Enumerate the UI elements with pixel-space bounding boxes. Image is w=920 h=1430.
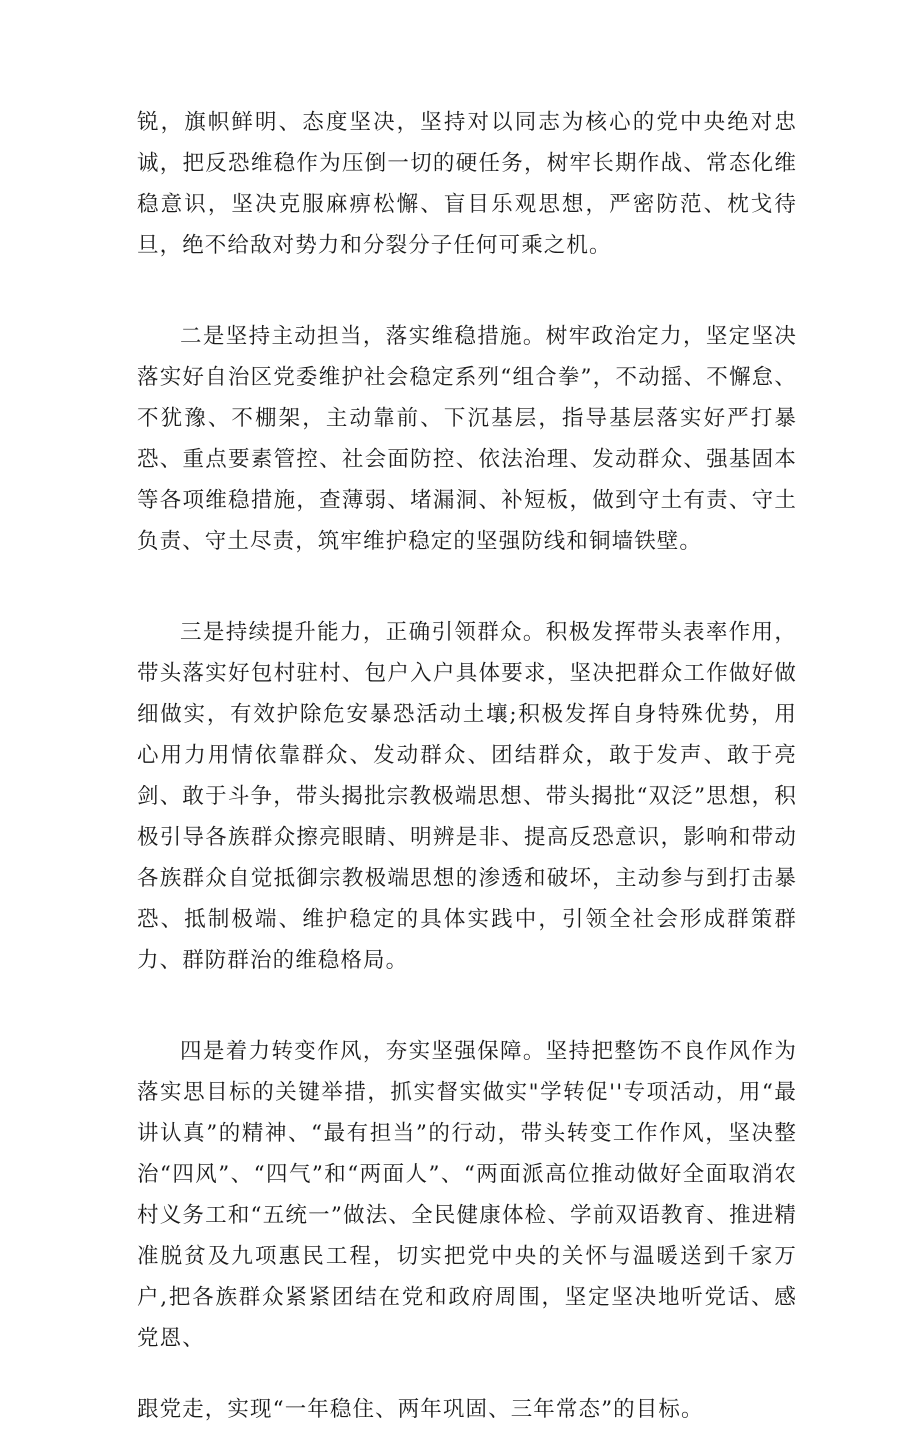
paragraph-spacer — [137, 1359, 797, 1389]
paragraph-fourth-point: 四是着力转变作风，夯实坚强保障。坚持把整饬不良作风作为落实思目标的关键举措，抓实督实做实"学转促''专项活动，用“最讲认真”的精神、“最有担当”的行动，带头转变工作作风，坚决整治“四风”、“四气”和“两面人”、“两面派高位推动做好全面取消农村义务工和“五统一”做法、全民健康体检、学前双语教育、推进精准脱贫及九项惠民工程，切实把党中央的关怀与温暖送到千家万户,把各族群众紧紧团结在党和政府周围，坚定坚决地听党话、感党恩、 — [137, 1039, 797, 1351]
paragraph-second-point: 二是坚持主动担当，落实维稳措施。树牢政治定力，坚定坚决落实好自治区党委维护社会稳定系列“组合拳”，不动摇、不懈怠、不犹豫、不棚架，主动靠前、下沉基层，指导基层落实好严打暴恐、重点要素管控、社会面防控、依法治理、发动群众、强基固本等各项维稳措施，查薄弱、堵漏洞、补短板，做到守土有责、守土负责、守土尽责，筑牢维护稳定的坚强防线和铜墙铁壁。 — [137, 324, 797, 554]
paragraph-continuation: 锐，旗帜鲜明、态度坚决，坚持对以同志为核心的党中央绝对忠诚，把反恐维稳作为压倒一切的硬任务，树牢长期作战、常态化维稳意识，坚决克服麻痹松懈、盲目乐观思想，严密防范、枕戈待旦，绝不给敌对势力和分裂分子任何可乘之机。 — [137, 110, 797, 258]
paragraph-third-point: 三是持续提升能力，正确引领群众。积极发挥带头表率作用，带头落实好包村驻村、包户入户具体要求，坚决把群众工作做好做细做实，有效护除危安暴恐活动土壤;积极发挥自身特殊优势，用心用力用情依靠群众、发动群众、团结群众，敢于发声、敢于亮剑、敢于斗争，带头揭批宗教极端思想、带头揭批“双泛”思想，积极引导各族群众擦亮眼睛、明辨是非、提高反恐意识，影响和带动各族群众自觉抵御宗教极端思想的渗透和破坏，主动参与到打击暴恐、抵制极端、维护稳定的具体实践中，引领全社会形成群策群力、群防群治的维稳格局。 — [137, 620, 797, 973]
paragraph-closing: 跟党走，实现“一年稳住、两年巩固、三年常态”的目标。 — [137, 1397, 704, 1422]
paragraph-spacer — [137, 266, 797, 316]
paragraph-spacer — [137, 562, 797, 612]
paragraph-spacer — [137, 981, 797, 1031]
document-page — [137, 102, 797, 1430]
